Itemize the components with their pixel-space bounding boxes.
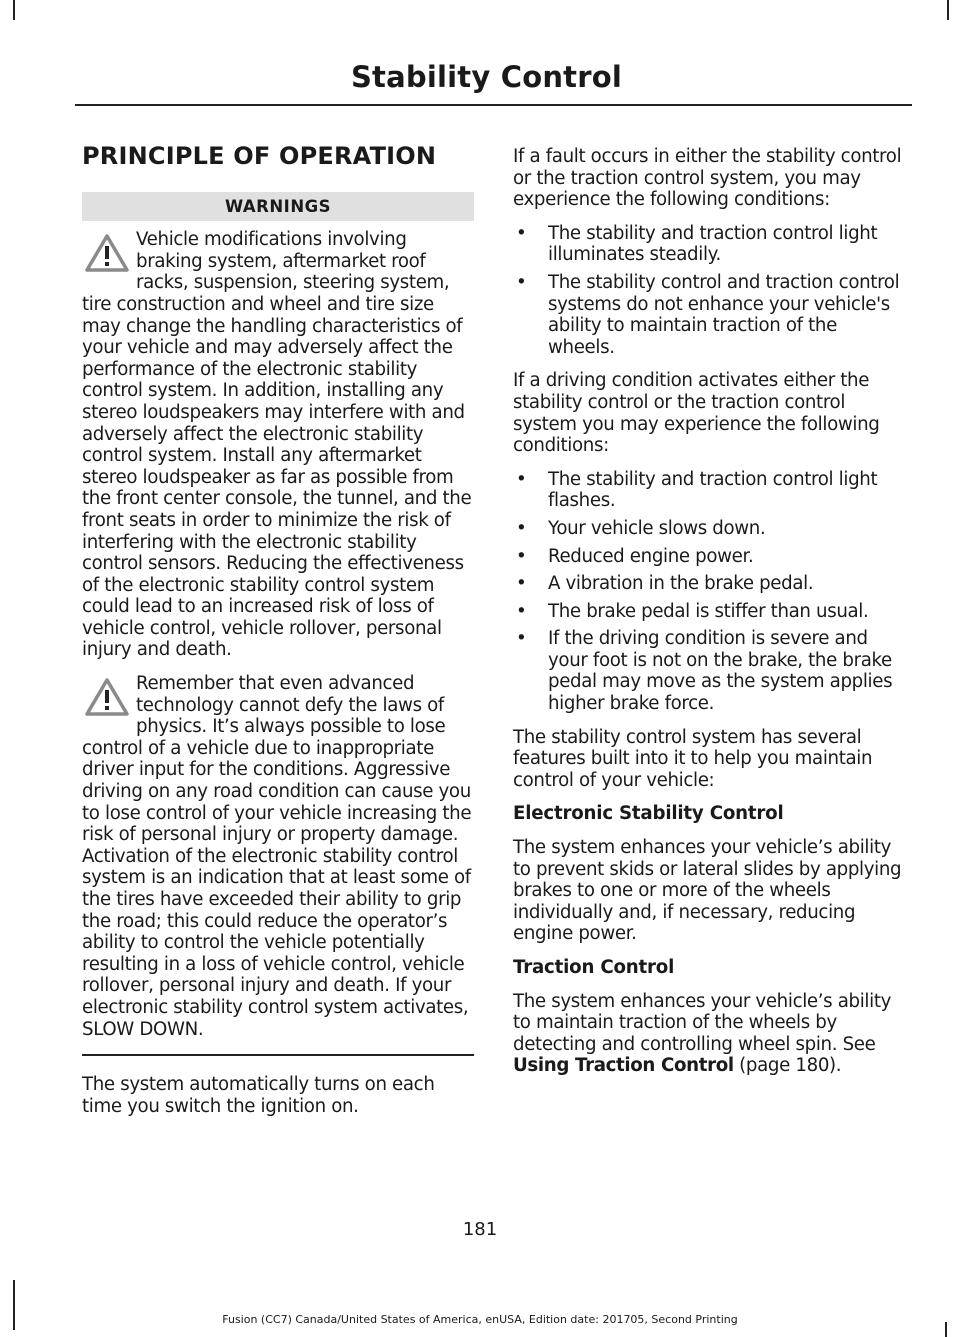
warnings-header: WARNINGS (82, 192, 474, 222)
using-traction-control-link[interactable]: Using Traction Control (513, 1055, 734, 1077)
active-intro: If a driving condition activates either the stability control or the traction control system you may experience the following conditions: (513, 370, 880, 457)
esc-heading: Electronic Stability Control (513, 803, 784, 825)
warning-triangle-icon (84, 677, 130, 717)
list-item: • Reduced engine power. (513, 546, 908, 568)
list-item: • If the driving condition is severe and your foot is not on the brake, the brake pedal may move as the system applies higher brake force. (513, 628, 908, 714)
footer-edition-info: Fusion (CC7) Canada/United States of America, enUSA, Edition date: 201705, Second Printing (222, 1313, 738, 1326)
auto-on-paragraph: The system automatically turns on each time you switch the ignition on. (82, 1074, 435, 1117)
crop-mark-top-left (13, 0, 15, 20)
left-column (82, 142, 474, 1129)
esc-paragraph: The system enhances your vehicle’s ability to prevent skids or lateral slides by applying brakes to one or more of the wheels individually and, if necessary, reducing engine power. (513, 837, 902, 945)
features-intro: The stability control system has several features built into it to help you maintain control of your vehicle: (513, 726, 873, 791)
fault-intro: If a fault occurs in either the stability control or the traction control system, you may experience the following conditions: (513, 146, 902, 211)
section-title: PRINCIPLE OF OPERATION (82, 142, 437, 170)
list-item: • The stability and traction control light illuminates steadily. (513, 223, 908, 266)
list-item: • A vibration in the brake pedal. (513, 573, 908, 595)
active-conditions-list (513, 469, 908, 715)
list-item: • Your vehicle slows down. (513, 518, 908, 540)
list-item: • The stability control and traction control systems do not enhance your vehicle's ability to maintain traction of the wheels. (513, 272, 908, 358)
warning-text-1: Vehicle modifications involving braking system, aftermarket roof racks, suspension, steering system, tire construction and wheel and tire size may change the handling characteristics of your vehicle and may adversely affect the performance of the electronic stability control system. In addition, installing any stereo loudspeakers may interfere with and adversely affect the electronic stability control system. Install any aftermarket stereo loudspeaker as far as possible from the front center console, the tunnel, and the front seats in order to minimize the risk of interfering with the electronic stability control sensors. Reducing the effectiveness of the electronic stability control system could lead to an increased risk of loss of vehicle control, vehicle rollover, personal injury and death. (82, 229, 472, 661)
tc-text: The system enhances your vehicle’s ability to maintain traction of the wheels by detecting and controlling wheel spin. See (513, 990, 892, 1055)
fault-conditions-list (513, 223, 908, 359)
tc-heading: Traction Control (513, 957, 675, 978)
list-item: • The brake pedal is stiffer than usual. (513, 601, 908, 623)
tc-paragraph (513, 991, 908, 1077)
page-reference: (page 180). (733, 1055, 842, 1077)
warning-block-2 (82, 673, 474, 1040)
page-header-title: Stability Control (350, 60, 622, 94)
warning-text-2: Remember that even advanced technology cannot defy the laws of physics. It’s always possible to lose control of a vehicle due to inappropriate driver input for the conditions. Aggressive driving on any road condition can cause you to lose control of your vehicle increasing the risk of personal injury or property damage. Activation of the electronic stability control system is an indication that at least some of the tires have exceeded their ability to grip the road; this could reduce the operator’s ability to control the vehicle potentially resulting in a loss of vehicle control, vehicle rollover, personal injury and death. If your electronic stability control system activates, SLOW DOWN. (82, 673, 472, 1040)
list-item: • The stability and traction control light flashes. (513, 469, 908, 512)
header-rule (75, 104, 912, 106)
crop-mark-top-right (947, 0, 949, 20)
warning-block-1 (82, 229, 474, 661)
page-number: 181 (462, 1219, 498, 1240)
right-column (513, 146, 908, 1089)
warning-triangle-icon (84, 233, 130, 273)
warnings-end-rule (82, 1054, 474, 1056)
